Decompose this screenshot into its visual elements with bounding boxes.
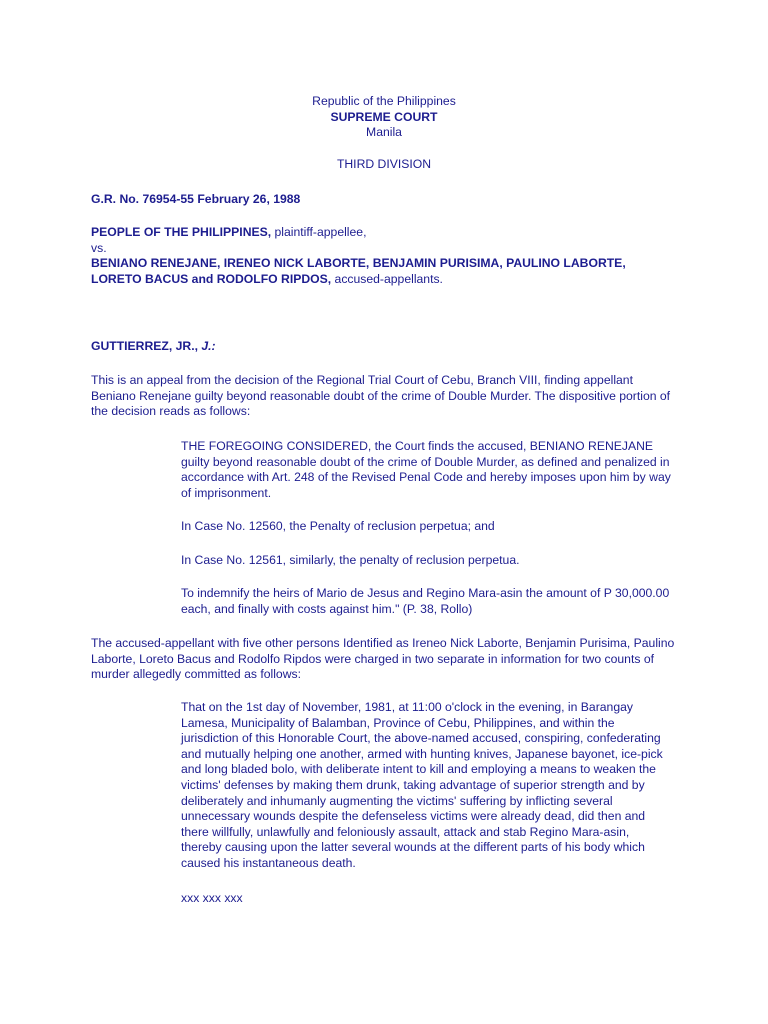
versus-label: vs. bbox=[91, 240, 107, 255]
ponente bbox=[91, 339, 681, 355]
accused-line-2: LORETO BACUS and RODOLFO RIPDOS, bbox=[91, 271, 332, 286]
accused-line-2-wrap bbox=[91, 272, 681, 288]
plaintiff-name: PEOPLE OF THE PHILIPPINES, bbox=[91, 225, 272, 239]
plaintiff-line bbox=[91, 225, 681, 241]
court-name: SUPREME COURT bbox=[330, 109, 438, 124]
ellipsis-marker: xxx xxx xxx bbox=[181, 891, 243, 905]
case-parties bbox=[91, 225, 681, 287]
intro-paragraph: This is an appeal from the decision of the Regional Trial Court of Cebu, Branch VIII, finding appellant Beniano Renejane guilty beyond reasonable doubt of the crime of Double Murder. The dispositive portion of the decision reads as follows: bbox=[91, 373, 671, 419]
court-city: Manila bbox=[366, 125, 402, 140]
accused-line-1: BENIANO RENEJANE, IRENEO NICK LABORTE, BENJAMIN PURISIMA, PAULINO LABORTE, bbox=[91, 256, 626, 271]
accused-role: accused-appellants. bbox=[331, 271, 443, 286]
case-number: G.R. No. 76954-55 February 26, 1988 bbox=[91, 192, 301, 206]
quote-dispositive: THE FOREGOING CONSIDERED, the Court finds the accused, BENIANO RENEJANE guilty beyond reasonable doubt of the crime of Double Murder, as defined and penalized in accordance with Art. 248 of the Revised Penal Code and hereby imposes upon him by way of imprisonment. bbox=[181, 439, 671, 500]
ponente-name: GUTTIERREZ, JR., bbox=[91, 339, 202, 353]
division-title: THIRD DIVISION bbox=[336, 157, 432, 171]
quote-case-12561: In Case No. 12561, similarly, the penalty of reclusion perpetua. bbox=[181, 553, 520, 567]
quote-indemnity: To indemnify the heirs of Mario de Jesus and Regino Mara-asin the amount of P 30,000.00 each, and finally with costs against him." (P. 38, Rollo) bbox=[181, 586, 670, 616]
republic-line: Republic of the Philippines bbox=[312, 94, 456, 108]
information-quote: That on the 1st day of November, 1981, at 11:00 o'clock in the evening, in Barangay Lamesa, Municipality of Balamban, Province of Cebu, Philippines, and within the jurisdiction of this Honorable Court, the above-named accused, conspiring, confederating and mutually helping one another, armed with hunting knives, Japanese bayonet, ice-pick and long bladed bolo, with deliberate intent to kill and employing a means to weaken the victims' defenses by making them drunk, taking advantage of superior strength and by deliberately and inhumanly augmenting the victims' suffering by inflicting several unnecessary wounds despite the defenseless victims were already dead, did then and there willfully, unlawfully and feloniously assault, attack and stab Regino Mara-asin, thereby causing upon the latter several wounds at the different parts of his body which caused his instantaneous death. bbox=[181, 700, 663, 870]
charges-paragraph: The accused-appellant with five other persons Identified as Ireneo Nick Laborte, Benjamin Purisima, Paulino Laborte, Loreto Bacus and Rodolfo Ripdos were charged in two separate in information for two counts of murder allegedly committed as follows: bbox=[91, 636, 675, 682]
ponente-title: J.: bbox=[201, 339, 216, 353]
court-header bbox=[0, 94, 768, 141]
quote-case-12560: In Case No. 12560, the Penalty of reclusion perpetua; and bbox=[181, 519, 495, 533]
plaintiff-role: plaintiff-appellee, bbox=[271, 225, 367, 239]
